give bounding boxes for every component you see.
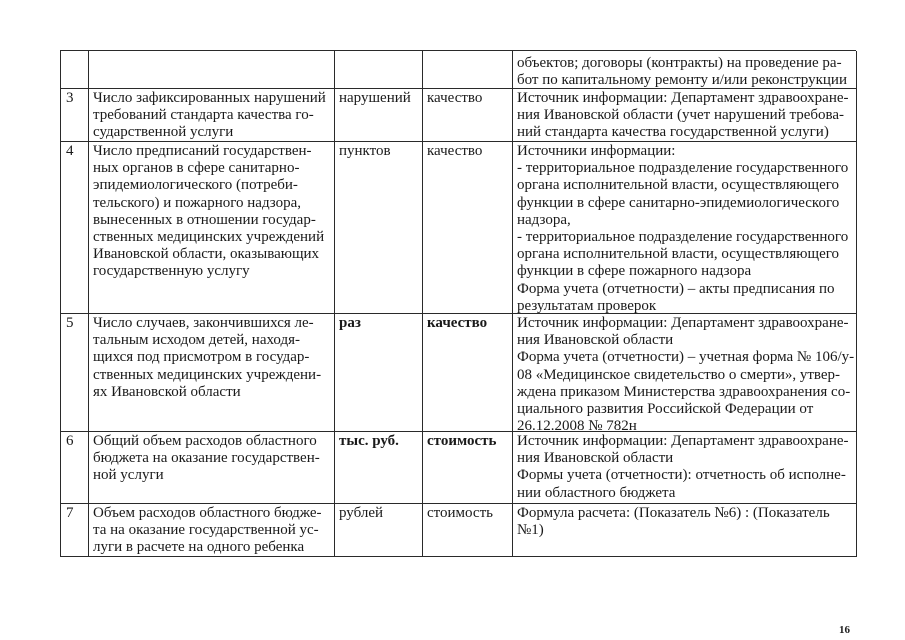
indicators-table (60, 50, 856, 557)
text-line: Источник информации: Департамент здравоохране- (517, 90, 849, 106)
row-4-source-cell (513, 142, 857, 314)
text-line: органа исполнительной власти, осуществляющего (517, 177, 840, 194)
text-line: 26.12.2008 № 782н (517, 418, 637, 435)
text-line: ственных медицинских учреждени- (93, 366, 322, 383)
text-line: Число предписаний государствен- (93, 143, 312, 159)
text-line: ных органов в сфере санитарно- (93, 160, 300, 177)
page-number: 16 (839, 624, 850, 636)
text-line: Источники информации: (517, 143, 676, 159)
text-line: бюджета на оказание государствен- (93, 450, 320, 467)
row-4-type-cell (423, 142, 513, 314)
row-6-source-cell (513, 432, 857, 504)
text-line: щихся под присмотром в государ- (93, 349, 310, 366)
text-line: бот по капитальному ремонту и/или реконструкции (517, 72, 847, 89)
text-line: - территориальное подразделение государственного (517, 160, 849, 177)
row-cont-source-cell (513, 51, 857, 89)
type-text: качество (427, 143, 483, 159)
text-line: Источник информации: Департамент здравоохране- (517, 315, 849, 331)
text-line: ния Ивановской области (учет нарушений требова- (517, 107, 845, 124)
text-line: ний стандарта качества государственной услуги) (517, 124, 829, 141)
row-5-indicator-cell (89, 314, 335, 432)
text-line: функции в сфере пожарного надзора (517, 263, 752, 280)
text-line: ственных медицинских учреждений (93, 229, 325, 246)
text-line: Число зафиксированных нарушений (93, 90, 326, 106)
text-line: Число случаев, закончившихся ле- (93, 315, 314, 331)
text-line: луги в расчете на одного ребенка (93, 539, 305, 556)
row-7-source-cell (513, 504, 857, 557)
row-3-number-cell (61, 89, 89, 142)
text-line: Ивановской области, оказывающих (93, 246, 320, 263)
row-5-unit-cell (335, 314, 423, 432)
row-number: 6 (66, 433, 74, 449)
text-line: тельского) и пожарного надзора, (93, 194, 302, 211)
row-cont-type-cell (423, 51, 513, 89)
row-4-indicator-cell (89, 142, 335, 314)
text-line: ной услуги (93, 467, 164, 484)
text-line: органа исполнительной власти, осуществляющего (517, 246, 840, 263)
text-line: ния Ивановской области (517, 332, 674, 349)
text-line: требований стандарта качества го- (93, 107, 314, 124)
row-number: 7 (66, 505, 74, 521)
row-4-unit-cell (335, 142, 423, 314)
unit-text: раз (339, 315, 361, 331)
text-line: эпидемиологического (потреби- (93, 177, 298, 194)
text-line: ждена приказом Министерства здравоохранения со- (517, 383, 851, 400)
text-line: Формы учета (отчетности): отчетность об исполне- (517, 467, 846, 484)
row-number: 5 (66, 315, 74, 331)
text-line: нии областного бюджета (517, 484, 676, 501)
type-text: стоимость (427, 505, 493, 521)
text-line: функции в сфере санитарно-эпидемиологического (517, 194, 840, 211)
text-line: ния Ивановской области (517, 450, 674, 467)
row-3-type-cell (423, 89, 513, 142)
text-line: Объем расходов областного бюдже- (93, 505, 322, 521)
text-line: №1) (517, 522, 544, 539)
row-6-indicator-cell (89, 432, 335, 504)
text-line: результатам проверок (517, 297, 657, 314)
text-line: объектов; договоры (контракты) на проведение ра- (517, 55, 842, 71)
text-line: государственную услугу (93, 263, 250, 280)
row-7-unit-cell (335, 504, 423, 557)
unit-text: рублей (339, 505, 384, 521)
row-3-indicator-cell (89, 89, 335, 142)
row-5-number-cell (61, 314, 89, 432)
text-line: ях Ивановской области (93, 383, 241, 400)
text-line: циального развития Российской Федерации от (517, 401, 814, 418)
text-line: - территориальное подразделение государственного (517, 229, 849, 246)
text-line: та на оказание государственной ус- (93, 522, 319, 539)
row-cont-unit-cell (335, 51, 423, 89)
row-6-type-cell (423, 432, 513, 504)
text-line: Общий объем расходов областного (93, 433, 317, 449)
row-6-number-cell (61, 432, 89, 504)
text-line: надзора, (517, 211, 571, 228)
row-6-unit-cell (335, 432, 423, 504)
row-cont-indicator-cell (89, 51, 335, 89)
text-line: Форма учета (отчетности) – учетная форма № 106/у- (517, 349, 855, 366)
row-3-unit-cell (335, 89, 423, 142)
row-number: 3 (66, 90, 74, 106)
row-7-number-cell (61, 504, 89, 557)
text-line: вынесенных в отношении государ- (93, 211, 316, 228)
row-cont-number-cell (61, 51, 89, 89)
type-text: стоимость (427, 433, 497, 449)
row-5-source-cell (513, 314, 857, 435)
text-line: Форма учета (отчетности) – акты предписания по (517, 280, 835, 297)
unit-text: тыс. руб. (339, 433, 399, 449)
row-3-source-cell (513, 89, 857, 142)
text-line: сударственной услуги (93, 124, 234, 141)
text-line: тальным исходом детей, находя- (93, 332, 301, 349)
row-4-number-cell (61, 142, 89, 314)
row-number: 4 (66, 143, 74, 159)
type-text: качество (427, 90, 483, 106)
unit-text: нарушений (339, 90, 411, 106)
row-7-indicator-cell (89, 504, 335, 557)
unit-text: пунктов (339, 143, 391, 159)
row-5-type-cell (423, 314, 513, 432)
type-text: качество (427, 315, 488, 331)
text-line: Формула расчета: (Показатель №6) : (Показатель (517, 505, 830, 521)
row-7-type-cell (423, 504, 513, 557)
text-line: 08 «Медицинское свидетельство о смерти», утвер- (517, 366, 841, 383)
text-line: Источник информации: Департамент здравоохране- (517, 433, 849, 449)
